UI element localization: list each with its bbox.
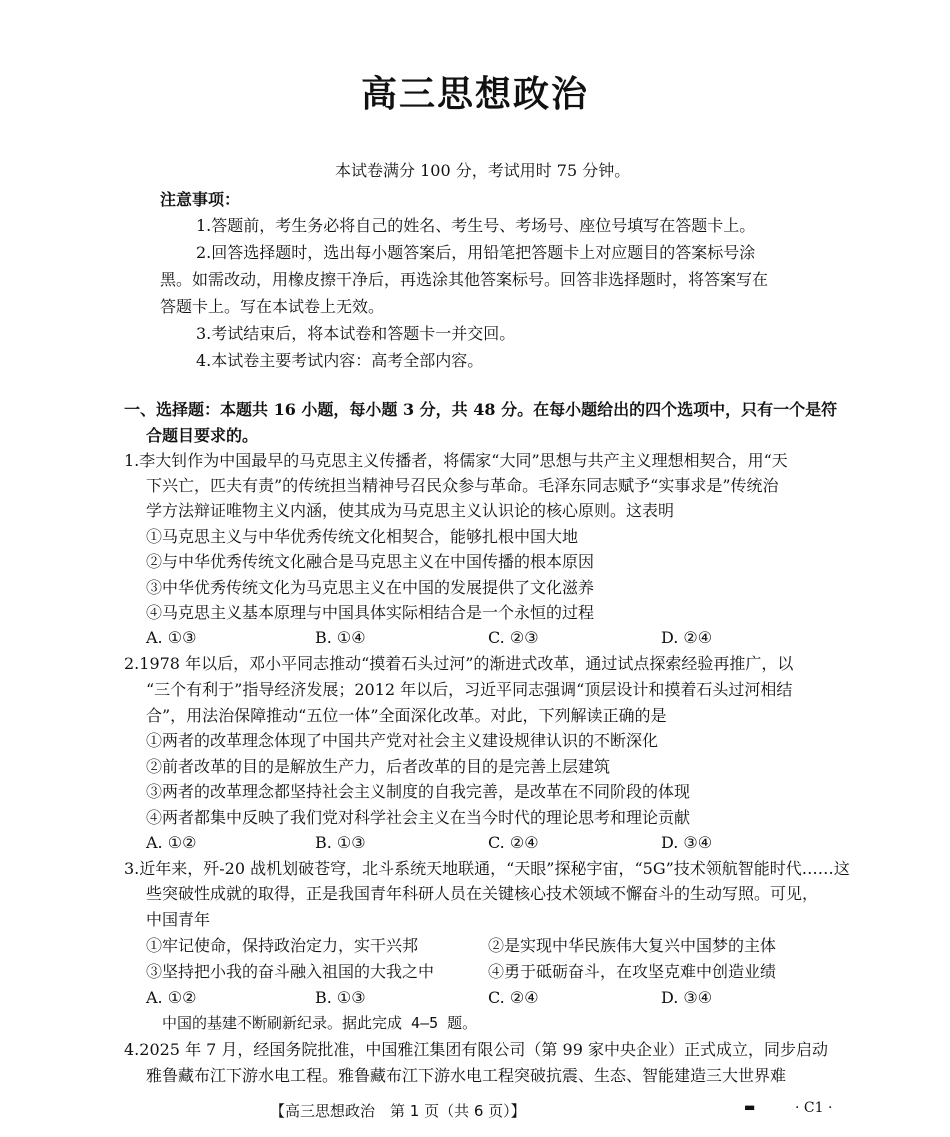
question-3-option-a: A. ①② (146, 988, 197, 1007)
notice-item: 黑。如需改动，用橡皮擦干净后，再选涂其他答案标号。回答非选择题时，将答案写在 (160, 270, 769, 289)
question-2-option-b: B. ①③ (315, 833, 366, 852)
question-1-option-a: A. ①③ (146, 628, 197, 647)
question-1-option-b: B. ①④ (315, 628, 366, 647)
question-1-stem: 下兴亡，匹夫有责”的传统担当精神号召民众参与革命。毛泽东同志赋予“实事求是”传统治 (146, 476, 779, 495)
notice-heading: 注意事项： (160, 190, 241, 209)
question-2-statement: ④两者都集中反映了我们党对科学社会主义在当今时代的理论思考和理论贡献 (146, 808, 691, 827)
question-3-statement: ③坚持把小我的奋斗融入祖国的大我之中 (146, 962, 435, 981)
question-3-option-d: D. ③④ (661, 988, 713, 1007)
notice-item: 答题卡上。写在本试卷上无效。 (160, 297, 385, 316)
question-2-statement: ③两者的改革理念都坚持社会主义制度的自我完善，是改革在不同阶段的体现 (146, 782, 691, 801)
question-1-stem: 学方法辩证唯物主义内涵，使其成为马克思主义认识论的核心原则。这表明 (146, 501, 675, 520)
page-footer: 【高三思想政治 第 1 页（共 6 页）】 (270, 1102, 526, 1120)
question-1-option-d: D. ②④ (661, 628, 713, 647)
intro-4-5: 中国的基建不断刷新纪录。据此完成 4—5 题。 (162, 1014, 478, 1032)
question-2-stem: 合”，用法治保障推动“五位一体”全面深化改革。对此，下列解读正确的是 (146, 706, 667, 725)
question-2-option-d: D. ③④ (661, 833, 713, 852)
notice-item: 2.回答选择题时，选出每小题答案后，用铅笔把答题卡上对应题目的答案标号涂 (196, 243, 756, 262)
exam-info: 本试卷满分 100 分，考试用时 75 分钟。 (335, 161, 631, 180)
paper-code: · C1 · (795, 1100, 833, 1116)
question-3-statement: ④勇于砥砺奋斗，在攻坚克难中创造业绩 (488, 962, 777, 981)
section-heading: 一、选择题：本题共 16 小题，每小题 3 分，共 48 分。在每小题给出的四个选项中，只有一个是符 (124, 400, 838, 419)
question-3-option-b: B. ①③ (315, 988, 366, 1007)
notice-item: 4.本试卷主要考试内容：高考全部内容。 (196, 351, 484, 370)
question-3-stem: 些突破性成就的取得，正是我国青年科研人员在关键核心技术领域不懈奋斗的生动写照。可见， (146, 884, 819, 903)
question-3-statement: ②是实现中华民族伟大复兴中国梦的主体 (488, 936, 777, 955)
question-1-option-c: C. ②③ (488, 628, 539, 647)
question-3-stem: 中国青年 (146, 910, 211, 929)
question-2-option-c: C. ②④ (488, 833, 539, 852)
question-4-stem: 雅鲁藏布江下游水电工程。雅鲁藏布江下游水电工程突破抗震、生态、智能建造三大世界难 (146, 1066, 787, 1085)
question-2-statement: ①两者的改革理念体现了中国共产党对社会主义建设规律认识的不断深化 (146, 731, 659, 750)
question-2-option-a: A. ①② (146, 833, 197, 852)
notice-item: 1.答题前，考生务必将自己的姓名、考生号、考场号、座位号填写在答题卡上。 (196, 216, 756, 235)
question-2-stem: 2.1978 年以后，邓小平同志推动“摸着石头过河”的渐进式改革，通过试点探索经验再推广，以 (124, 654, 794, 673)
footer-mark: ▬ (744, 1100, 756, 1114)
question-2-stem: “三个有利于”指导经济发展；2012 年以后，习近平同志强调“顶层设计和摸着石头过河相结 (146, 680, 793, 699)
question-1-statement: ③中华优秀传统文化为马克思主义在中国的发展提供了文化滋养 (146, 578, 595, 597)
question-3-option-c: C. ②④ (488, 988, 539, 1007)
question-4-stem: 4.2025 年 7 月，经国务院批准，中国雅江集团有限公司（第 99 家中央企业）正式成立，同步启动 (124, 1040, 828, 1059)
question-1-statement: ②与中华优秀传统文化融合是马克思主义在中国传播的根本原因 (146, 552, 595, 571)
question-2-statement: ②前者改革的目的是解放生产力，后者改革的目的是完善上层建筑 (146, 757, 611, 776)
section-heading-cont: 合题目要求的。 (146, 426, 259, 445)
question-1-stem: 1.李大钊作为中国最早的马克思主义传播者，将儒家“大同”思想与共产主义理想相契合，用“天 (124, 451, 788, 470)
question-3-statement: ①牢记使命，保持政治定力，实干兴邦 (146, 936, 419, 955)
question-1-statement: ①马克思主义与中华优秀传统文化相契合，能够扎根中国大地 (146, 527, 579, 546)
question-1-statement: ④马克思主义基本原理与中国具体实际相结合是一个永恒的过程 (146, 603, 595, 622)
page-title: 高三思想政治 (360, 74, 589, 115)
question-3-stem: 3.近年来，歼-20 战机划破苍穹，北斗系统天地联通，“天眼”探秘宇宙，“5G”技术领航智能时代……这 (124, 859, 850, 878)
notice-item: 3.考试结束后，将本试卷和答题卡一并交回。 (196, 324, 516, 343)
